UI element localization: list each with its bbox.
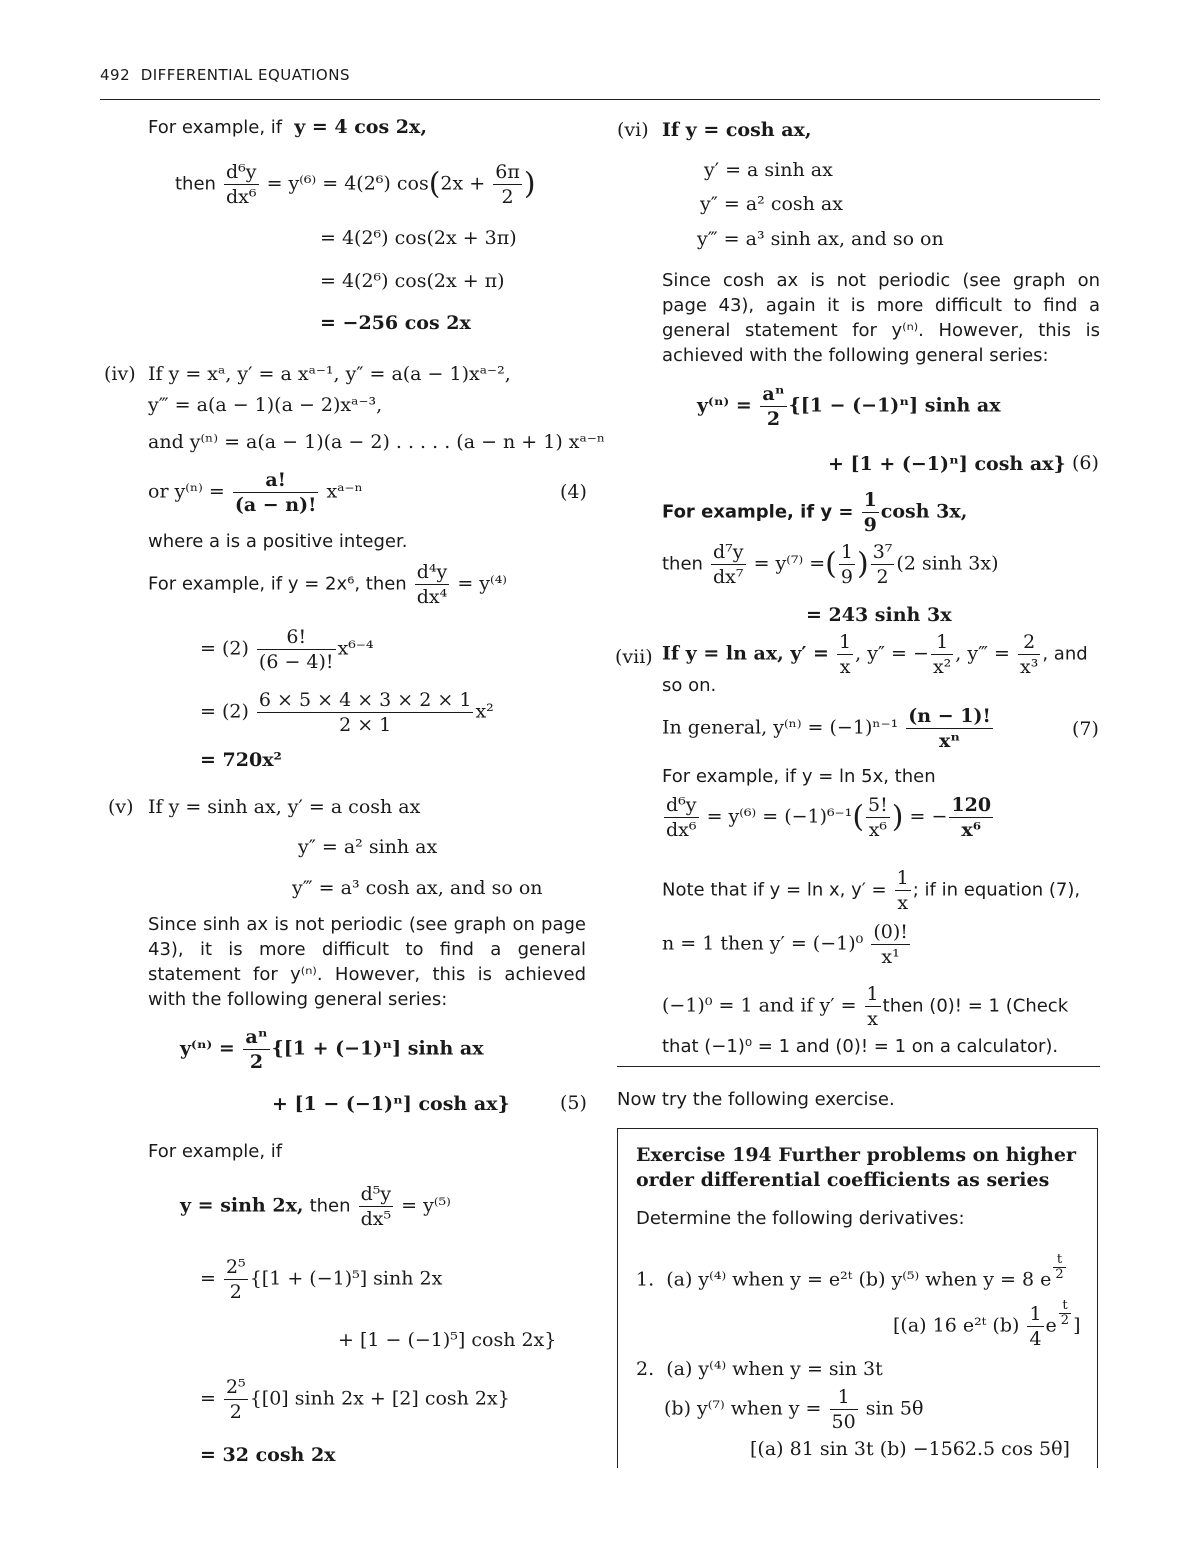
case-vi-label: (vi): [617, 119, 649, 141]
eq-line-4: = −256 cos 2x: [320, 312, 471, 334]
note-line4: that (−1)⁰ = 1 and (0)! = 1 on a calculator).: [662, 1036, 1059, 1057]
case-iv-formula: or y⁽ⁿ⁾ = $\frac{a!}{(a - n)!}$ xᵃ⁻ⁿ: [148, 469, 363, 516]
answer-2: [(a) 81 sin 3t (b) −1562.5 cos 5θ]: [750, 1438, 1070, 1460]
note-line1: Note that if y = ln x, y′ = $\frac{1}{x}$ ; if in equation (7),: [662, 867, 1081, 914]
eq-sinh-1: = $\frac{\text{2⁵}}{2}$ {[1 + (−1)⁵] sinh 2x: [200, 1256, 443, 1303]
case-iv-label: (iv): [104, 363, 136, 385]
eq-sinh-3: = $\frac{\text{2⁵}}{2}$ {[0] sinh 2x + [2] cosh 2x}: [200, 1376, 510, 1423]
eq-line-2: = 4(2⁶) cos(2x + 3π): [320, 227, 517, 249]
eq-fact: = (2) $\frac{6!}{(6 - 4)!}$ x⁶⁻⁴: [200, 626, 374, 673]
equation-number-5: (5): [560, 1092, 587, 1114]
case-vi-line1: If y = cosh ax,: [662, 119, 812, 141]
case-vi-line4: y‴ = a³ sinh ax, and so on: [697, 228, 944, 250]
question-2a: 2. (a) y⁽⁴⁾ when y = sin 3t: [636, 1358, 883, 1380]
case-iv-line3: and y⁽ⁿ⁾ = a(a − 1)(a − 2) . . . . . (a − n + 1) xᵃ⁻ⁿ: [148, 431, 606, 453]
series-6-line2: + [1 + (−1)ⁿ] cosh ax}: [828, 453, 1066, 475]
page-header: [100, 66, 1100, 84]
question-1: 1. (a) y⁽⁴⁾ when y = e²ᵗ (b) y⁽⁵⁾ when y = 8 e $\frac{t}{2}$: [636, 1252, 1064, 1291]
running-title: DIFFERENTIAL EQUATIONS: [140, 66, 350, 84]
case-vii-label: (vii): [615, 646, 653, 668]
exercise-box: [617, 1128, 1098, 1468]
question-2b: (b) y⁽⁷⁾ when y = $\frac{1}{50}$ sin 5θ: [664, 1386, 924, 1433]
example-3-intro: For example, if: [148, 1141, 283, 1162]
general-formula-7: In general, y⁽ⁿ⁾ = (−1)ⁿ⁻¹ $\frac{(n - 1)!}{\text{xⁿ}}$: [662, 705, 991, 752]
series-5-line2: + [1 − (−1)ⁿ] cosh ax}: [272, 1093, 510, 1115]
page-number: 492: [100, 66, 131, 84]
case-iv-line1: If y = xᵃ, y′ = a xᵃ⁻¹, y″ = a(a − 1)xᵃ⁻²,: [148, 363, 511, 385]
case-v-line2: y″ = a² sinh ax: [298, 836, 438, 858]
example-4-result: = 243 sinh 3x: [806, 604, 952, 626]
cosh-paragraph: Since cosh ax is not periodic (see graph on page 43), again it is more difficult to find a general statement for y⁽ⁿ⁾. However, this is achieved with the following general series:: [662, 270, 1100, 366]
answer-1: [(a) 16 e²ᵗ (b) $\frac{1}{4}$ e $\frac{t}{2}$ ]: [893, 1298, 1081, 1350]
note-line3: (−1)⁰ = 1 and if y′ = $\frac{1}{x}$ then (0)! = 1 (Check: [662, 983, 1069, 1030]
series-6-line1: y⁽ⁿ⁾ = $\frac{\text{aⁿ}}{2}$ {[1 − (−1)ⁿ] sinh ax: [697, 383, 1001, 430]
header-rule: [100, 99, 1100, 100]
series-5-line1: y⁽ⁿ⁾ = $\frac{\text{aⁿ}}{2}$ {[1 + (−1)ⁿ] sinh ax: [180, 1026, 484, 1073]
where-text: where a is a positive integer.: [148, 531, 408, 552]
eq-d6y: then $\frac{\text{d⁶y}}{\text{dx⁶}}$ = y⁽⁶⁾ = 4(2⁶) cos(2x + $\frac{6\pi}{2}$ ): [175, 161, 536, 208]
case-v-label: (v): [108, 796, 134, 818]
eq-product: = (2) $\frac{6 \times 5 \times 4 \times 3 \times 2 \times 1}{2 \times 1}$ x²: [200, 689, 494, 736]
eq-sinh-result: = 32 cosh 2x: [200, 1444, 336, 1466]
section-rule: [617, 1066, 1100, 1067]
case-vii-line1: If y = ln ax, y′ = $\frac{1}{x}$ , y″ = − $\frac{1}{\text{x²}}$ , y‴ = $\frac{2}{\text{x³}}$ , and: [662, 631, 1088, 678]
eq-line-3: = 4(2⁶) cos(2x + π): [320, 270, 505, 292]
exercise-title: Exercise 194 Further problems on higher order differential coefficients as series: [636, 1144, 1076, 1191]
case-vi-line2: y′ = a sinh ax: [704, 159, 833, 181]
example-5-eq: $\frac{\text{d⁶y}}{\text{dx⁶}}$ = y⁽⁶⁾ = (−1)⁶⁻¹( $\frac{5!}{\text{x⁶}}$ ) = − $\frac{120}{\text{x⁶}}$: [666, 794, 992, 841]
note-line2: n = 1 then y′ = (−1)⁰ $\frac{(0)!}{\text{x¹}}$: [662, 921, 908, 968]
sinh-paragraph: Since sinh ax is not periodic (see graph on page 43), it is more difficult to find a general statement for y⁽ⁿ⁾. However, this is achieved with the following general series:: [148, 914, 586, 1010]
case-vi-line3: y″ = a² cosh ax: [700, 193, 843, 215]
case-vii-line2: so on.: [662, 675, 717, 696]
equation-number-4: (4): [560, 481, 587, 503]
example-5-intro: For example, if y = ln 5x, then: [662, 766, 936, 787]
case-v-line1: If y = sinh ax, y′ = a cosh ax: [148, 796, 421, 818]
example-4: For example, if y = $\frac{1}{9}$ cosh 3x,: [662, 489, 968, 536]
case-iv-line2: y‴ = a(a − 1)(a − 2)xᵃ⁻³,: [148, 394, 383, 416]
example-3-eq: y = sinh 2x, then $\frac{\text{d⁵y}}{\text{dx⁵}}$ = y⁽⁵⁾: [180, 1183, 451, 1230]
now-try-text: Now try the following exercise.: [617, 1089, 895, 1110]
example-intro: For example, if y = 4 cos 2x,: [148, 116, 427, 138]
example-4-eq: then $\frac{\text{d⁷y}}{\text{dx⁷}}$ = y⁽⁷⁾ =( $\frac{1}{9}$ ) $\frac{\text{3⁷}}{2}$ (2 sinh 3x): [662, 541, 999, 588]
exercise-intro: Determine the following derivatives:: [636, 1208, 965, 1229]
eq-sinh-2: + [1 − (−1)⁵] cosh 2x}: [338, 1329, 557, 1351]
eq-720: = 720x²: [200, 749, 282, 771]
equation-number-7: (7): [1072, 718, 1099, 740]
equation-number-6: (6): [1072, 452, 1099, 474]
example-2: For example, if y = 2x⁶, then $\frac{\text{d⁴y}}{\text{dx⁴}}$ = y⁽⁴⁾: [148, 561, 507, 608]
case-v-line3: y‴ = a³ cosh ax, and so on: [292, 877, 543, 899]
